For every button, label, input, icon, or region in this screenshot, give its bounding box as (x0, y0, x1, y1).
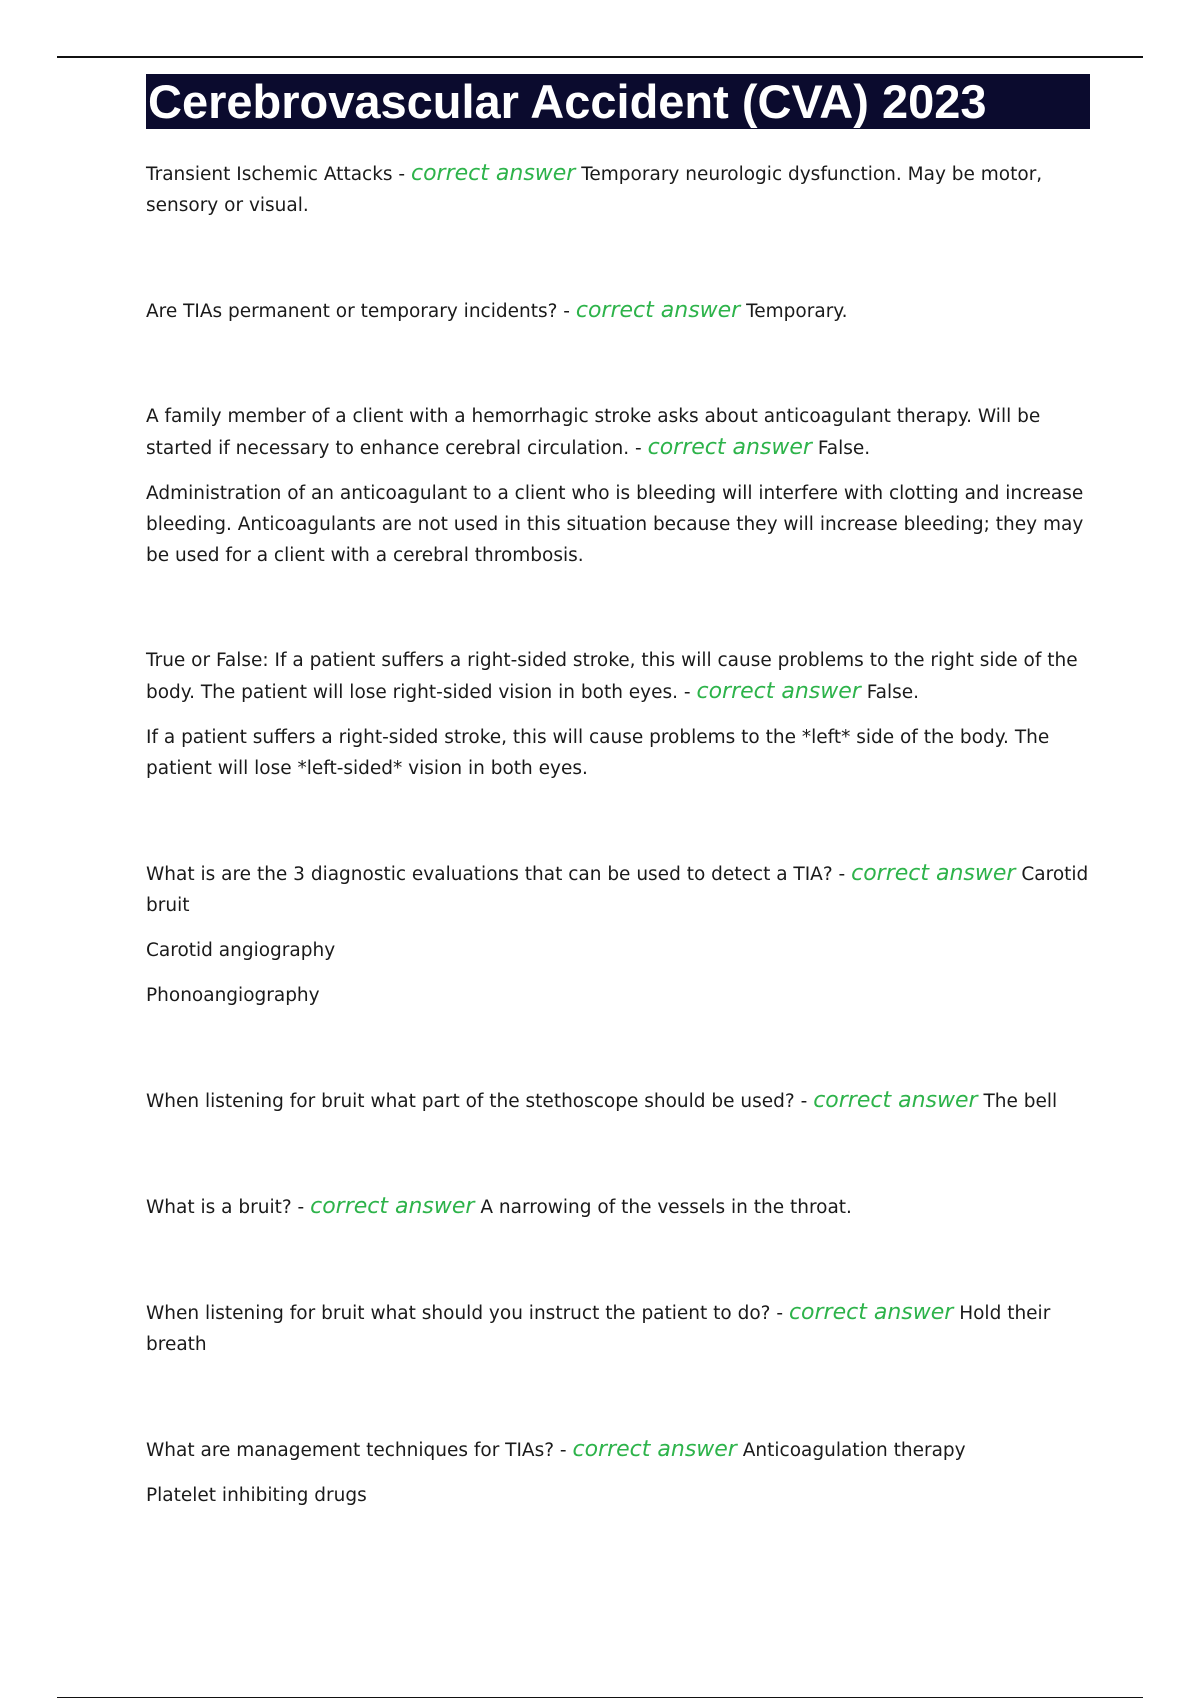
correct-answer-marker: correct answer (575, 298, 741, 323)
question-text: What is a bruit? - (146, 1197, 305, 1218)
answer-explanation: If a patient suffers a right-sided stroke, this will cause problems to the *left* side of the body. The patient will lose *left-sided* vision in both eyes. (146, 727, 1050, 779)
correct-answer-marker: correct answer (647, 435, 812, 460)
answer-text: A narrowing of the vessels in the throat. (480, 1197, 852, 1218)
answer-text: False. (817, 438, 871, 459)
qa-item (146, 1191, 1091, 1223)
question-line (146, 401, 1091, 464)
qa-item (146, 1434, 1091, 1511)
question-line (146, 1434, 1091, 1466)
bottom-rule (57, 1697, 1143, 1698)
top-rule (57, 56, 1143, 58)
question-text: When listening for bruit what should you instruct the patient to do? - (146, 1303, 784, 1324)
correct-answer-marker: correct answer (310, 1194, 475, 1219)
question-line (146, 1297, 1091, 1360)
answer-line: Phonoangiography (146, 985, 320, 1006)
answer-text: The bell (983, 1091, 1058, 1112)
question-text: What are management techniques for TIAs? - (146, 1440, 567, 1461)
answer-explanation: Administration of an anticoagulant to a client who is bleeding will interfere with clotting and increase bleeding. Anticoagulants are not used in this situation because they will increase bleeding; they may be used for a client with a cerebral thrombosis. (146, 483, 1084, 566)
qa-item (146, 645, 1091, 784)
correct-answer-marker: correct answer (572, 1437, 737, 1462)
qa-item (146, 158, 1091, 221)
correct-answer-marker: correct answer (788, 1300, 954, 1325)
question-text: Are TIAs permanent or temporary incidents? - (146, 301, 570, 322)
question-line (146, 295, 1091, 327)
answer-text: Temporary. (746, 301, 848, 322)
qa-item (146, 295, 1091, 327)
answer-text: Carotid bruit (146, 864, 1089, 916)
correct-answer-marker: correct answer (851, 861, 1016, 886)
question-text: When listening for bruit what part of the stethoscope should be used? - (146, 1091, 808, 1112)
question-line (146, 158, 1091, 221)
question-text: True or False: If a patient suffers a right-sided stroke, this will cause problems to the right side of the body. The patient will lose right-sided vision in both eyes. - (146, 650, 1078, 703)
qa-item (146, 401, 1091, 571)
answer-text: Temporary neurologic dysfunction. May be motor, sensory or visual. (146, 164, 1043, 216)
correct-answer-marker: correct answer (696, 679, 861, 704)
question-text: A family member of a client with a hemorrhagic stroke asks about anticoagulant therapy. Will be started if necessary to enhance cerebral circulation. - (146, 406, 1041, 459)
answer-line: Platelet inhibiting drugs (146, 1485, 367, 1506)
qa-item (146, 1297, 1091, 1360)
qa-item (146, 1085, 1091, 1117)
answer-text: Hold their breath (146, 1303, 1051, 1355)
qa-list (146, 158, 1091, 1585)
question-line (146, 1085, 1091, 1117)
question-line (146, 1191, 1091, 1223)
question-line (146, 645, 1091, 708)
answer-text: False. (866, 682, 920, 703)
answer-text: Anticoagulation therapy (742, 1440, 966, 1461)
document-title: Cerebrovascular Accident (CVA) 2023 (146, 74, 1090, 129)
correct-answer-marker: correct answer (813, 1088, 978, 1113)
qa-item (146, 858, 1091, 1011)
question-line (146, 858, 1091, 921)
correct-answer-marker: correct answer (411, 161, 576, 186)
question-text: Transient Ischemic Attacks - (146, 164, 406, 185)
question-text: What is are the 3 diagnostic evaluations that can be used to detect a TIA? - (146, 864, 846, 885)
answer-line: Carotid angiography (146, 940, 336, 961)
